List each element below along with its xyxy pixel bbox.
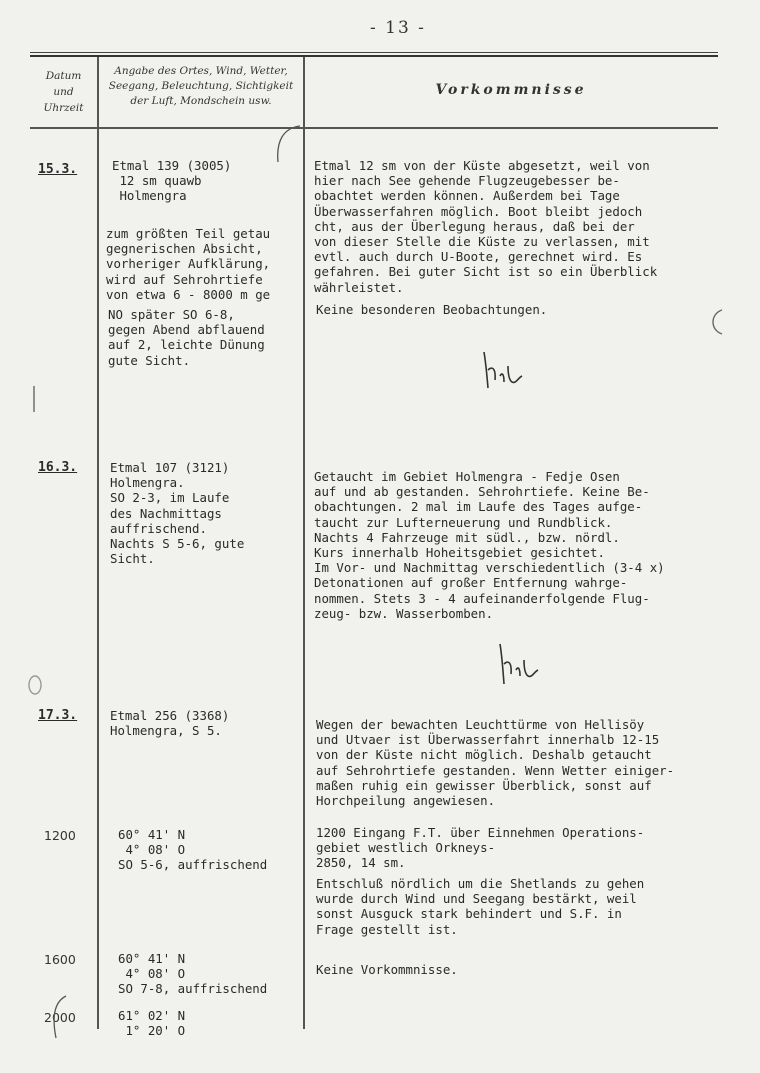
header-date-line-3: Uhrzeit <box>43 102 84 114</box>
entry-events: Keine Vorkommnisse. <box>316 962 458 977</box>
page-number: - 13 - <box>370 18 426 38</box>
entry-weather: NO später SO 6-8, gegen Abend abflauend auf 2, leichte Dünung gute Sicht. <box>108 307 265 368</box>
entry-position: 61° 02' N 1° 20' O <box>118 1008 186 1039</box>
header-rule <box>30 127 718 129</box>
entry-position: Etmal 139 (3005) 12 sm quawb Holmengra <box>112 158 232 204</box>
header-position-weather <box>100 64 302 109</box>
entry-events: Getaucht im Gebiet Holmengra - Fedje Osen auf und ab gestanden. Sehrohrtiefe. Keine Be- obachtungen. 2 mal im Laufe des Tages aufge- taucht zur Lufterneuerung und Rundblick. Nachts 4 Fahrzeuge mit südl., bzw. nördl. Kurs innerhalb Hoheitsgebiet gesichtet. Im Vor- und Nachmittag verschiedentlich (3-4 x) Detonationen auf großer Entfernung wahrge- nommen. Stets 3 - 4 aufeinanderfolgende Flug- zeug- bzw. Wasserbomben. <box>314 469 665 621</box>
entry-time: 1600 <box>44 952 76 967</box>
column-divider-1 <box>97 57 99 1029</box>
header-events: Vorkommnisse <box>435 82 587 98</box>
header-position-line-3: der Luft, Mondschein usw. <box>130 95 272 107</box>
pencil-bracket-mark <box>266 122 306 182</box>
handwritten-initials <box>494 640 544 690</box>
top-rule <box>30 52 718 53</box>
entry-date: 15.3. <box>38 162 78 177</box>
entry-events: 1200 Eingang F.T. über Einnehmen Operations- gebiet westlich Orkneys- 2850, 14 sm. <box>316 825 645 871</box>
entry-events: Etmal 12 sm von der Küste abgesetzt, weil von hier nach See gehende Flugzeugebesser be- obachtet werden können. Außerdem bei Tage Überwasserfahren möglich. Boot bleibt jedoch cht, aus der Überlegung heraus, daß bei der von dieser Stelle die Küste zu verlassen, mit evtl. auch durch U-Boote, gerechnet wird. Es gefahren. Bei guter Sicht ist so ein Überblick währleistet. <box>314 158 658 295</box>
entry-time: 2000 <box>44 1010 76 1025</box>
header-date-line-2: und <box>53 86 74 98</box>
entry-date: 17.3. <box>38 708 78 723</box>
entry-position: Etmal 107 (3121) Holmengra. SO 2-3, im Laufe des Nachmittags auffrischend. Nachts S 5-6, gute Sicht. <box>110 460 245 567</box>
entry-position: Etmal 256 (3368) Holmengra, S 5. <box>110 708 230 739</box>
entry-position-continued: zum größten Teil getau gegnerischen Absicht, vorheriger Aufklärung, wird auf Sehrohrtiefe von etwa 6 - 8000 m ge <box>106 226 271 302</box>
entry-events: Wegen der bewachten Leuchttürme von Hellisöy und Utvaer ist Überwasserfahrt innerhalb 12-15 von der Küste nicht möglich. Deshalb getaucht auf Sehrohrtiefe gestanden. Wenn Wetter einiger- maßen ruhig ein gewisser Überblick, sonst auf Horchpeilung angewiesen. <box>316 717 675 809</box>
header-position-line-2: Seegang, Beleuchtung, Sichtigkeit <box>108 80 294 92</box>
margin-mark <box>26 380 42 420</box>
entry-events-note: Keine besonderen Beobachtungen. <box>316 302 548 317</box>
pencil-bracket-mark <box>36 992 76 1042</box>
column-divider-2 <box>303 57 305 1029</box>
header-date-line-1: Datum <box>45 70 82 82</box>
entry-date: 16.3. <box>38 460 78 475</box>
margin-mark <box>24 672 46 698</box>
handwritten-initials <box>478 346 528 396</box>
entry-time: 1200 <box>44 828 76 843</box>
entry-events: Entschluß nördlich um die Shetlands zu gehen wurde durch Wind und Seegang bestärkt, weil sonst Ausguck stark behindert und S.F. in Frage gestellt ist. <box>316 876 645 937</box>
margin-mark <box>700 300 730 350</box>
entry-position: 60° 41' N 4° 08' O SO 7-8, auffrischend <box>118 951 268 997</box>
entry-position: 60° 41' N 4° 08' O SO 5-6, auffrischend <box>118 827 268 873</box>
top-rule-thick <box>30 55 718 57</box>
header-position-line-1: Angabe des Ortes, Wind, Wetter, <box>114 65 288 77</box>
header-date-time <box>32 68 95 116</box>
